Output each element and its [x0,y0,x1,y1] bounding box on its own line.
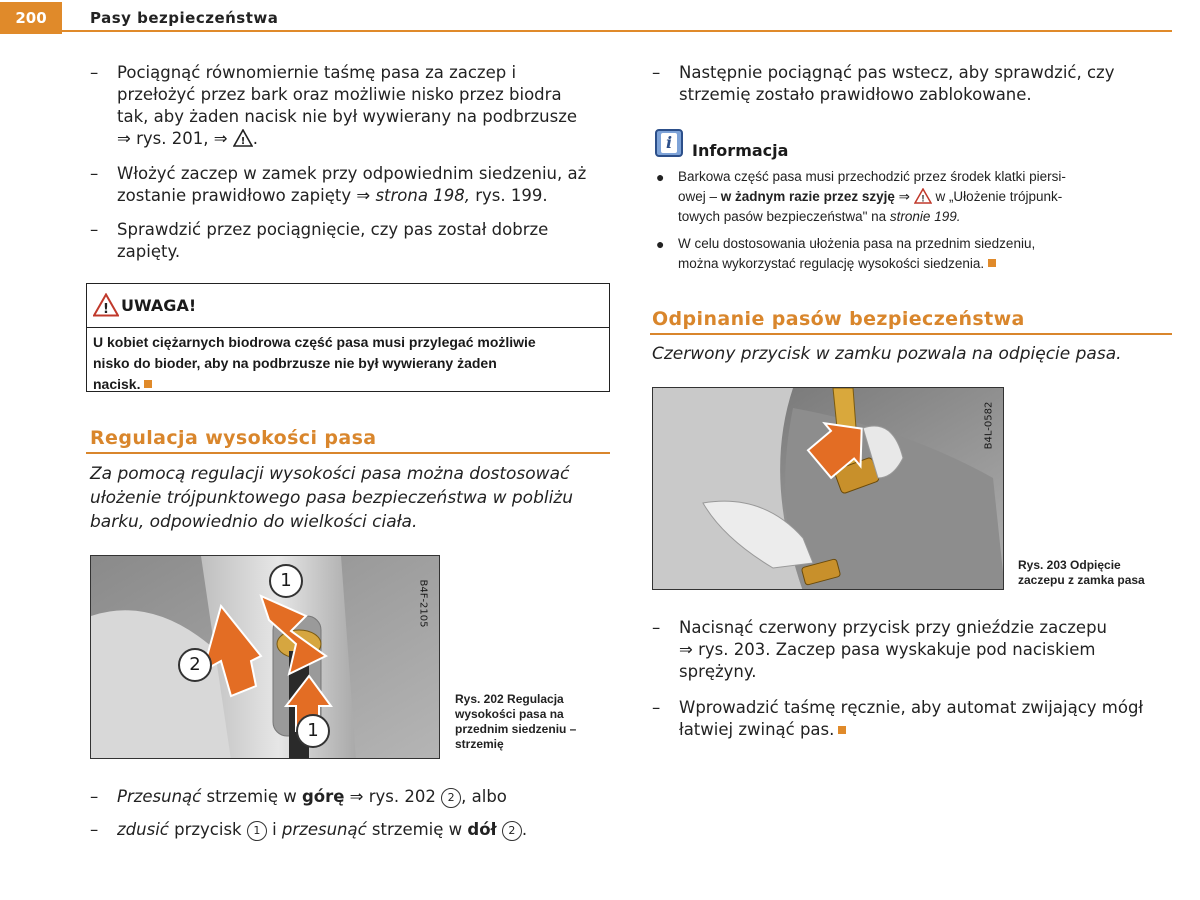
figure-code: B4L-0582 [983,401,995,450]
section-rule [86,452,610,454]
warning-title: UWAGA! [121,296,197,315]
figure-code: B4F-2105 [417,579,429,628]
callout-1: 1 [247,821,267,841]
list-item: – Nacisnąć czerwony przycisk przy gnieździe zaczepu ⇒ rys. 203. Zaczep pasa wyskakuje pod naciskiem sprężyny. [652,618,1108,681]
section-heading: Regulacja wysokości pasa [90,427,377,449]
list-item: – Sprawdzić przez pociągnięcie, czy pas został dobrze zapięty. [90,220,549,261]
section-intro: Czerwony przycisk w zamku pozwala na odpięcie pasa. [652,344,1122,364]
callout-1: 1 [269,564,303,598]
header-rule [62,30,1172,32]
figure-caption: Rys. 202 Regulacja wysokości pasa na przednim siedzeniu – strzemię [455,692,577,751]
end-mark-icon [988,259,996,267]
end-mark-icon [144,380,152,388]
callout-1: 1 [296,714,330,748]
callout-2: 2 [441,788,461,808]
list-item: – Następnie pociągnąć pas wstecz, aby sprawdzić, czy strzemię zostało prawidłowo zablokowane. [652,63,1115,104]
figure-caption: Rys. 203 Odpięcie zaczepu z zamka pasa [1018,558,1145,587]
list-item: – Przesunąć strzemię w górę ⇒ rys. 202 2 , albo [90,787,507,806]
svg-text:!: ! [240,136,246,147]
list-item: – Wprowadzić taśmę ręcznie, aby automat zwijający mógł łatwiej zwinąć pas. [652,698,1144,739]
list-item: – Włożyć zaczep w zamek przy odpowiednim siedzeniu, aż zostanie prawidłowo zapięty ⇒ strona 198, rys. 199. [90,164,587,205]
section-rule [650,333,1172,335]
section-heading: Odpinanie pasów bezpieczeństwa [652,308,1025,330]
list-item: – zdusić przycisk 1 i przesunąć strzemię w dół 2 . [90,820,528,839]
warning-icon [914,189,932,203]
warning-body: U kobiet ciężarnych biodrowa część pasa musi przylegać możliwie nisko do bioder, aby na podbrzusze nie był wywierany żaden nacisk. [93,334,536,392]
section-intro: Za pomocą regulacji wysokości pasa można dostosować ułożenie trójpunktowego pasa bezpieczeństwa w pobliżu barku, odpowiednio do wielkości ciała. [90,464,574,532]
list-item: – Pociągnąć równomiernie taśmę pasa za zaczep i przełożyć przez bark oraz możliwie nisko przez biodra tak, aby żaden nacisk nie był wywierany na podbrzusze ⇒ rys. 201, ⇒ ! . [90,63,578,148]
page-title: Pasy bezpieczeństwa [90,9,279,27]
figure-203 [652,387,1004,590]
svg-text:!: ! [103,302,109,317]
warning-box [86,283,610,392]
info-icon: i [655,129,683,157]
warning-icon [233,130,253,146]
callout-2: 2 [178,648,212,682]
callout-2: 2 [502,821,522,841]
page-number: 200 [0,2,62,34]
warning-icon [93,293,119,317]
info-item: ● Barkowa część pasa musi przechodzić przez środek klatki piersi- owej – w żadnym razie przez szyję ⇒ ! w „Ułożenie trójpunk- towych pasów bezpieczeństwa" na stronie 199. [656,169,1066,224]
info-title: Informacja [692,141,789,160]
figure-202 [90,555,440,759]
end-mark-icon [838,726,846,734]
info-item: ● W celu dostosowania ułożenia pasa na przednim siedzeniu, można wykorzystać regulację wysokości siedzenia. [656,236,1036,271]
svg-text:!: ! [921,193,925,204]
